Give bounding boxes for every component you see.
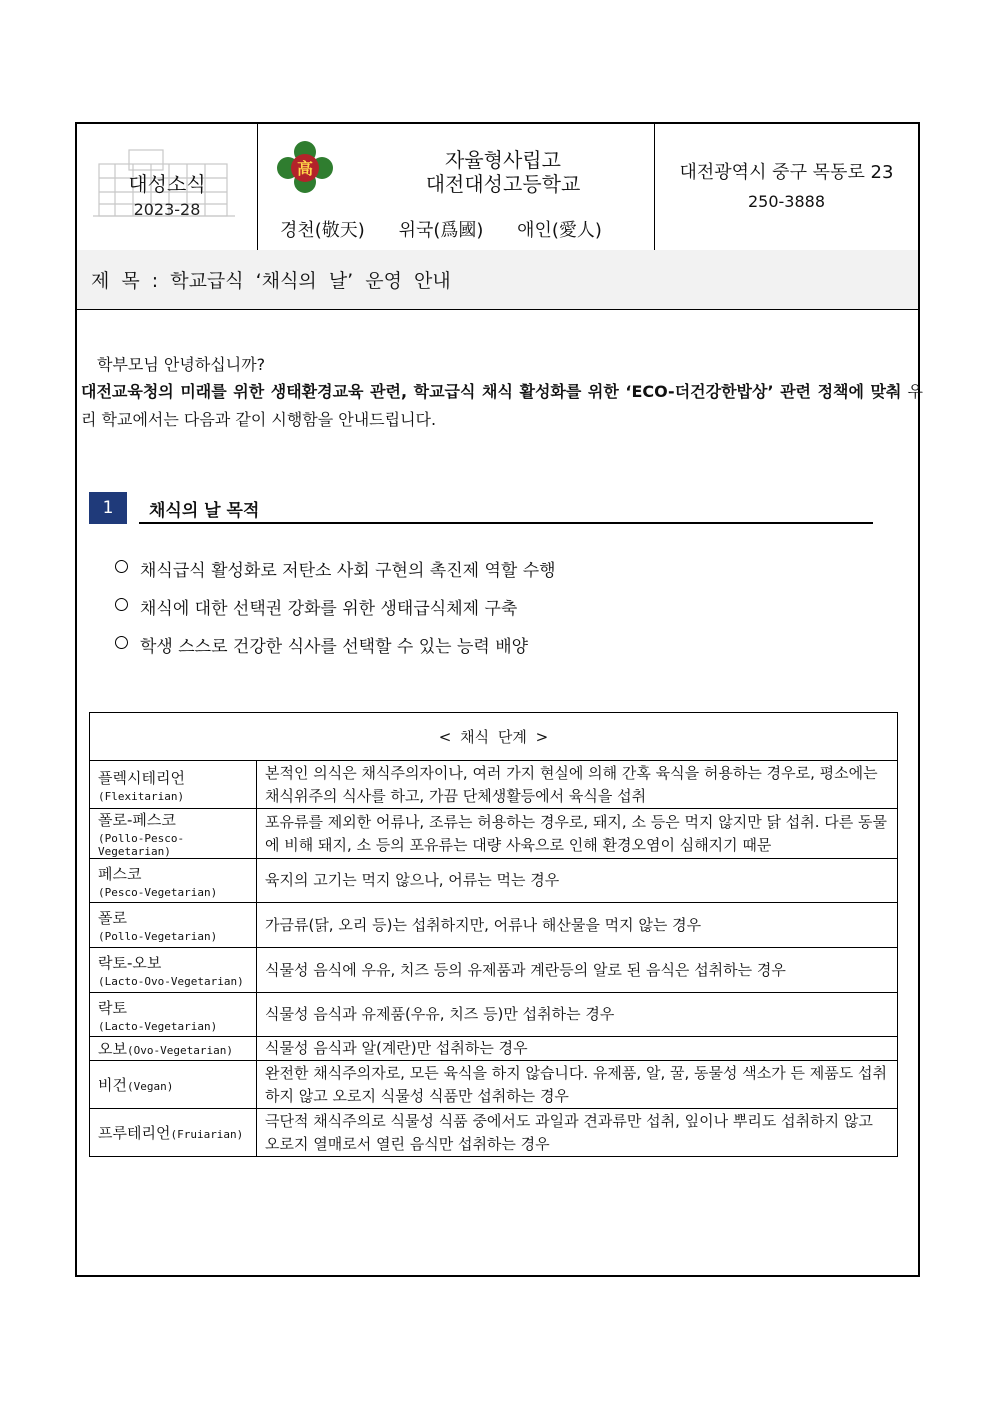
motto-1: 경천(敬天) [280,220,365,241]
table-row: 페스코 (Pesco-Vegetarian) 육지의 고기는 먹지 않으나, 어류는 먹는 경우 [90,859,898,903]
school-address: 대전광역시 중구 목동로 23 [679,162,894,183]
intro-normal: 우리 학교에서는 다음과 같이 시행함을 안내드립니다. [81,382,924,429]
school-emblem-icon [272,138,338,198]
school-phone: 250-3888 [747,192,826,211]
purpose-list [115,556,556,670]
table-row: 폴로-페스코 (Pollo-Pesco-Vegetarian) 포유류를 제외한 어류나, 조류는 허용하는 경우로, 돼지, 소 등은 먹지 않지만 닭 섭취. 다른 동물에 비해 돼지, 소 등의 포유류는 대량 사육으로 인해 환경오염이 심해지기 때문 [90,809,898,859]
list-item: 채식급식 활성화로 저탄소 사회 구현의 촉진제 역할 수행 [115,556,556,594]
table-row: 락토-오보 (Lacto-Ovo-Vegetarian) 식물성 음식에 우유, 치즈 등의 유제품과 계란등의 알로 된 음식은 섭취하는 경우 [90,948,898,993]
contact-cell [655,124,918,250]
bullet-circle-icon [115,560,128,573]
table-row: 오보(Ovo-Vegetarian) 식물성 음식과 알(계란)만 섭취하는 경우 [90,1037,898,1061]
vegetarian-stages-table [89,712,898,1157]
section-title: 채식의 날 목적 [149,501,260,521]
table-row: 플렉시테리언 (Flexitarian) 본적인 의식은 채식주의자이나, 여러 가지 현실에 의해 간혹 육식을 허용하는 경우로, 평소에는 채식위주의 식사를 하고, 가끔 단체생활등에서 육식을 섭취 [90,761,898,809]
issue-number: 2023-28 [133,200,201,219]
bullet-circle-icon [115,636,128,649]
section-number-badge: 1 [89,492,127,524]
subject-row [77,250,918,310]
table-row: 폴로 (Pollo-Vegetarian) 가금류(닭, 오리 등)는 섭취하지만, 어류나 해산물을 먹지 않는 경우 [90,903,898,948]
greeting: 학부모님 안녕하십니까? [97,355,266,374]
school-name: 대전대성고등학교 [425,172,581,196]
table-row: 락토 (Lacto-Vegetarian) 식물성 음식과 유제품(우유, 치즈 등)만 섭취하는 경우 [90,993,898,1037]
subject-text: 제 목 : 학교급식 ‘채식의 날’ 운영 안내 [91,270,451,292]
list-item: 채식에 대한 선택권 강화를 위한 생태급식체제 구축 [115,594,556,632]
emblem-glyph: 高 [296,159,314,178]
list-item: 학생 스스로 건강한 식사를 선택할 수 있는 능력 배양 [115,632,556,670]
school-mottos [280,216,628,242]
motto-3: 애인(愛人) [517,220,602,241]
header-row [77,124,918,251]
school-cell [258,124,655,250]
motto-2: 위국(爲國) [398,220,484,241]
newsletter-cell [77,124,258,250]
table-caption: < 채식 단계 > [90,713,898,761]
bullet-circle-icon [115,598,128,611]
table-row: 프루테리언(Fruiarian) 극단적 채식주의로 식물성 식품 중에서도 과일과 견과류만 섭취, 잎이나 뿌리도 섭취하지 않고 오로지 열매로서 열린 음식만 섭취하는 경우 [90,1109,898,1157]
table-caption-row [90,713,898,761]
table-row: 비건(Vegan) 완전한 채식주의자로, 모든 육식을 하지 않습니다. 유제품, 알, 꿀, 동물성 색소가 든 제품도 섭취하지 않고 오로지 식물성 식품만 섭취하는 경우 [90,1061,898,1109]
school-type: 자율형사립고 [445,148,561,172]
newsletter-title: 대성소식 [128,172,206,196]
intro-bold: 대전교육청의 미래를 위한 생태환경교육 관련, 학교급식 채식 활성화를 위한 ‘ECO-더건강한밥상’ 관련 정책에 맞춰 [81,382,902,401]
newsletter-frame [75,122,924,1277]
intro-paragraph [81,378,923,434]
section-underline [139,522,873,524]
